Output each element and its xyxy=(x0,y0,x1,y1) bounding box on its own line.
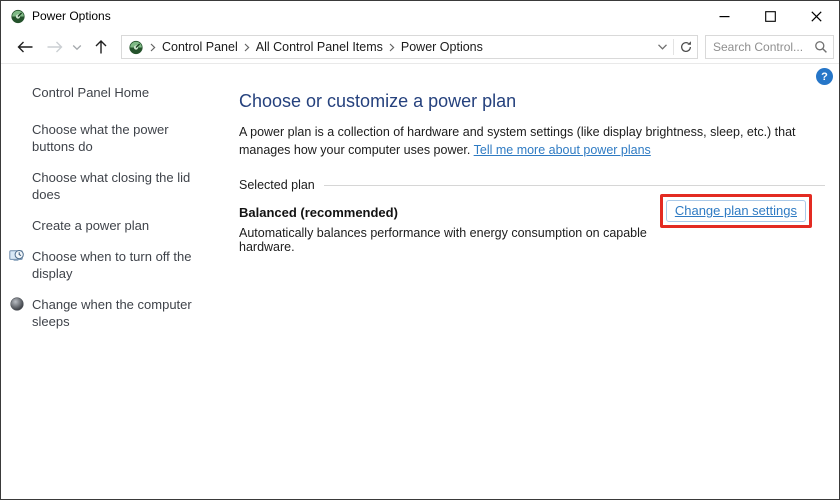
breadcrumb-chevron-icon xyxy=(146,43,160,52)
intro-text: A power plan is a collection of hardware and system settings (like display brightness, sleep, etc.) that manages how your computer uses power. xyxy=(239,125,796,157)
plan-info xyxy=(239,205,660,254)
breadcrumb-power-options[interactable]: Power Options xyxy=(400,40,483,54)
sidebar-item-closing-lid[interactable] xyxy=(32,169,204,203)
refresh-icon[interactable] xyxy=(679,40,693,54)
sidebar-item-label: Choose when to turn off the display xyxy=(32,249,192,281)
title-bar xyxy=(1,1,839,31)
power-meter-icon xyxy=(128,39,144,55)
sidebar-item-label: Choose what the power buttons do xyxy=(32,122,169,154)
power-meter-icon xyxy=(10,8,26,24)
intro-paragraph xyxy=(239,123,825,159)
sleep-orb-icon xyxy=(9,296,25,312)
navigation-toolbar xyxy=(1,31,839,64)
help-button[interactable]: ? xyxy=(816,68,833,85)
selected-plan-label: Selected plan xyxy=(239,178,315,192)
window-title: Power Options xyxy=(32,9,111,23)
selected-plan-section xyxy=(239,178,825,192)
plan-name: Balanced (recommended) xyxy=(239,205,398,220)
up-arrow-icon xyxy=(94,39,108,55)
forward-button[interactable] xyxy=(43,35,67,59)
breadcrumb-all-control-panel-items[interactable]: All Control Panel Items xyxy=(255,40,383,54)
minimize-button[interactable] xyxy=(701,1,747,31)
sidebar-item-control-panel-home[interactable]: Control Panel Home xyxy=(32,85,150,100)
back-arrow-icon xyxy=(16,40,34,54)
sidebar-item-label: Change when the computer sleeps xyxy=(32,297,192,329)
minimize-icon xyxy=(719,11,730,22)
address-dropdown-icon[interactable] xyxy=(657,43,668,51)
main-content xyxy=(219,64,839,500)
display-clock-icon xyxy=(9,248,25,264)
sidebar-item-power-buttons[interactable] xyxy=(32,121,204,155)
search-input[interactable] xyxy=(713,40,814,54)
close-button[interactable] xyxy=(793,1,839,31)
sidebar-item-turn-off-display[interactable] xyxy=(32,248,204,282)
search-icon[interactable] xyxy=(814,40,828,54)
address-divider xyxy=(673,39,674,55)
sidebar-item-computer-sleeps[interactable] xyxy=(32,296,204,330)
breadcrumb-chevron-icon xyxy=(240,43,254,52)
page-title: Choose or customize a power plan xyxy=(239,91,517,111)
up-button[interactable] xyxy=(89,35,113,59)
separator-line xyxy=(324,185,825,186)
back-button[interactable] xyxy=(13,35,37,59)
forward-arrow-icon xyxy=(46,40,64,54)
recent-pages-chevron-icon[interactable] xyxy=(69,35,85,59)
breadcrumb-chevron-icon xyxy=(385,43,399,52)
tell-me-more-link[interactable]: Tell me more about power plans xyxy=(473,143,651,157)
sidebar-item-create-power-plan[interactable] xyxy=(32,217,204,234)
change-plan-settings-link[interactable]: Change plan settings xyxy=(666,200,806,222)
close-icon xyxy=(811,11,822,22)
sidebar-item-label: Choose what closing the lid does xyxy=(32,170,191,202)
window-body xyxy=(1,64,839,500)
plan-row xyxy=(239,205,825,254)
red-highlight-box xyxy=(660,194,812,228)
search-box[interactable] xyxy=(705,35,834,59)
address-bar[interactable] xyxy=(121,35,698,59)
plan-description: Automatically balances performance with energy consumption on capable hardware. xyxy=(239,226,647,254)
sidebar-item-label: Create a power plan xyxy=(32,218,150,233)
maximize-icon xyxy=(765,11,776,22)
maximize-button[interactable] xyxy=(747,1,793,31)
breadcrumb-control-panel[interactable]: Control Panel xyxy=(162,40,238,54)
window-controls xyxy=(701,1,839,31)
sidebar xyxy=(1,64,219,500)
